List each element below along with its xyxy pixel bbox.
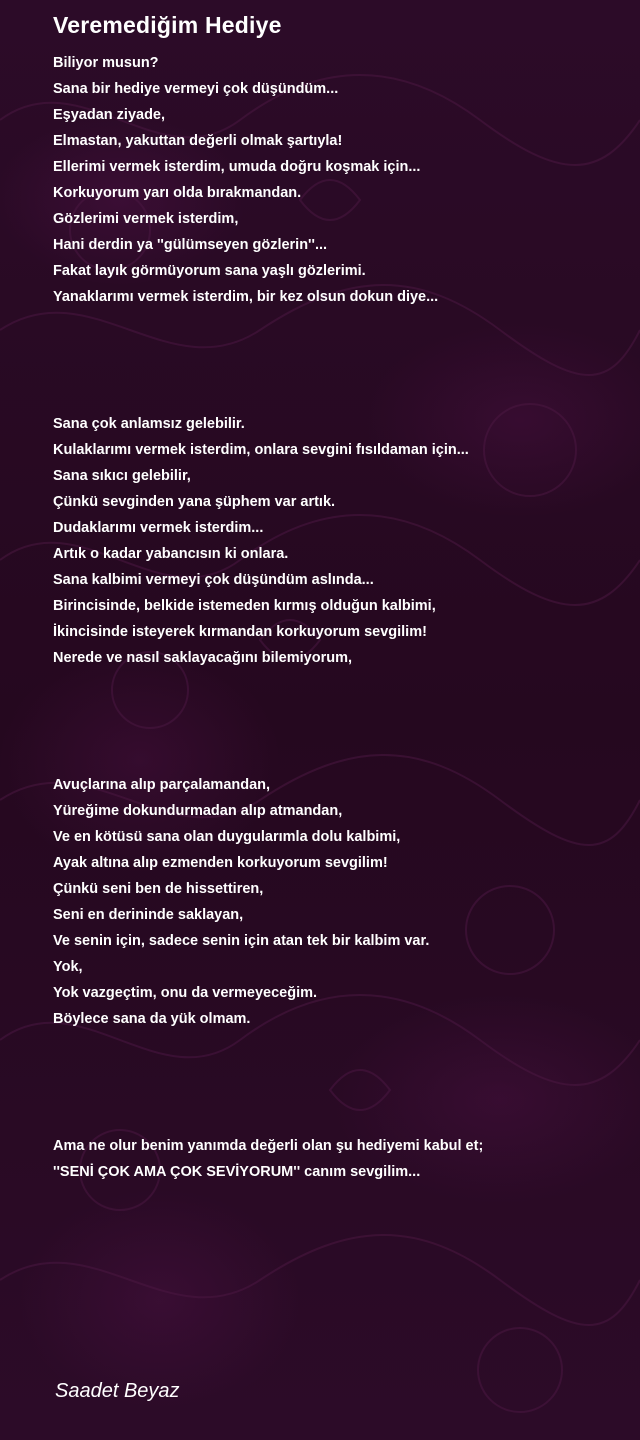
poem-line: Sana sıkıcı gelebilir, [53, 468, 191, 484]
poem-line: Seni en derininde saklayan, [53, 907, 244, 923]
poem-line: Sana kalbimi vermeyi çok düşündüm aslında... [53, 572, 374, 588]
poem-line: Fakat layık görmüyorum sana yaşlı gözlerimi. [53, 263, 366, 279]
poem-line: Hani derdin ya ''gülümseyen gözlerin''... [53, 237, 328, 253]
stanza-4 [53, 1133, 633, 1185]
poem-line: Çünkü seni ben de hissettiren, [53, 881, 264, 897]
poem-line: İkincisinde isteyerek kırmandan korkuyorum sevgilim! [53, 624, 427, 640]
stanza-1 [53, 50, 633, 310]
poem-line: Ve senin için, sadece senin için atan tek bir kalbim var. [53, 933, 430, 949]
poem-line: Korkuyorum yarı olda bırakmandan. [53, 185, 302, 201]
poem-line: Eşyadan ziyade, [53, 107, 166, 123]
poem-line: Ayak altına alıp ezmenden korkuyorum sevgilim! [53, 855, 388, 871]
poem-line: Ve en kötüsü sana olan duygularımla dolu kalbimi, [53, 829, 401, 845]
poem-line: Birincisinde, belkide istemeden kırmış olduğun kalbimi, [53, 598, 436, 614]
poem-line: Dudaklarımı vermek isterdim... [53, 520, 264, 536]
poem-line: Yok, [53, 959, 83, 975]
stanza-2 [53, 411, 633, 671]
poem-line: Artık o kadar yabancısın ki onlara. [53, 546, 289, 562]
poem-line: Yanaklarımı vermek isterdim, bir kez olsun dokun diye... [53, 289, 439, 305]
poem-line: Gözlerimi vermek isterdim, [53, 211, 239, 227]
poem-line: Yüreğime dokundurmadan alıp atmandan, [53, 803, 343, 819]
stanza-3 [53, 772, 633, 1032]
poem-line: Böylece sana da yük olmam. [53, 1011, 251, 1027]
poem-line: Avuçlarına alıp parçalamandan, [53, 777, 271, 793]
poem-line: Ama ne olur benim yanımda değerli olan şu hediyemi kabul et; [53, 1138, 484, 1154]
poem-line: Sana bir hediye vermeyi çok düşündüm... [53, 81, 339, 97]
poem-line: Ellerimi vermek isterdim, umuda doğru koşmak için... [53, 159, 421, 175]
author-name: Saadet Beyaz [55, 1380, 180, 1402]
poem-line: ''SENİ ÇOK AMA ÇOK SEVİYORUM'' canım sevgilim... [53, 1164, 421, 1180]
poem-line: Kulaklarımı vermek isterdim, onlara sevgini fısıldaman için... [53, 442, 469, 458]
poem-line: Çünkü sevginden yana şüphem var artık. [53, 494, 336, 510]
poem-line: Sana çok anlamsız gelebilir. [53, 416, 245, 432]
poem-line: Elmastan, yakuttan değerli olmak şartıyla! [53, 133, 343, 149]
poem-line: Yok vazgeçtim, onu da vermeyeceğim. [53, 985, 318, 1001]
poem-line: Nerede ve nasıl saklayacağını bilemiyorum, [53, 650, 353, 666]
poem-line: Biliyor musun? [53, 55, 159, 71]
poem-title: Veremediğim Hediye [53, 12, 282, 38]
